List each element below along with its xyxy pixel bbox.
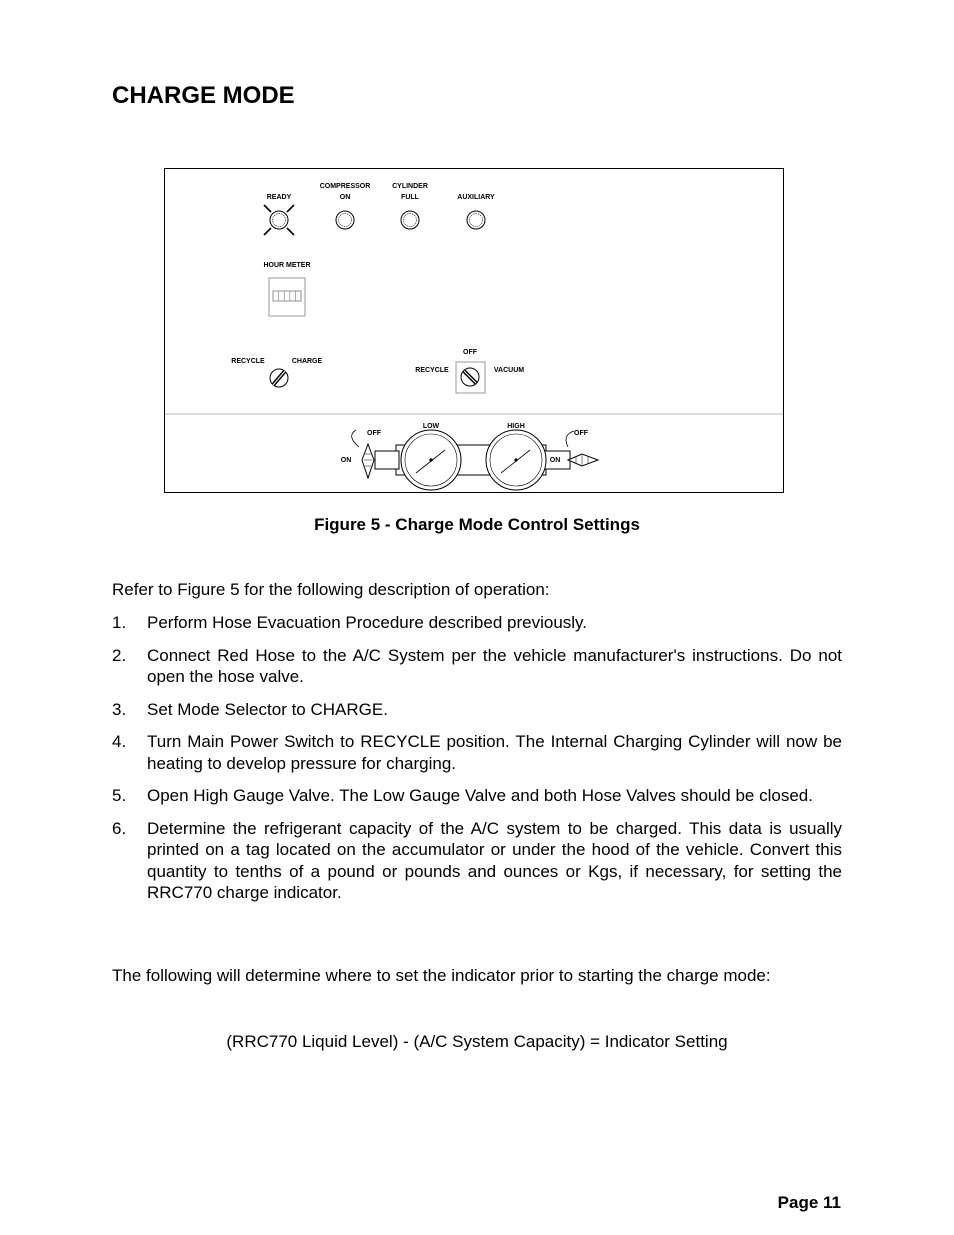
step-text: Turn Main Power Switch to RECYCLE position. The Internal Charging Cylinder will now be heating to develop pressure for charging.	[147, 732, 842, 773]
intro-text: Refer to Figure 5 for the following description of operation:	[112, 580, 550, 599]
control-panel-diagram	[164, 168, 784, 493]
hour-meter-icon	[269, 278, 305, 316]
step-number: 4.	[112, 732, 127, 751]
power-off-label: OFF	[463, 349, 477, 356]
high-pressure-gauge-icon	[486, 430, 546, 490]
list-item	[112, 731, 842, 774]
list-item	[112, 699, 842, 721]
step-number: 6.	[112, 818, 127, 838]
cylinder-label-line1: CYLINDER	[392, 183, 428, 190]
step-number: 1.	[112, 613, 127, 632]
compressor-label-line2: ON	[339, 194, 351, 201]
cylinder-label-line2: FULL	[401, 194, 419, 201]
right-valve-off-label: OFF	[574, 430, 588, 437]
list-item	[112, 612, 842, 634]
left-valve-on-label: ON	[340, 457, 352, 464]
step-text: Connect Red Hose to the A/C System per the vehicle manufacturer's instructions. Do not open the hose valve.	[147, 645, 842, 686]
step-number: 5.	[112, 786, 127, 805]
auxiliary-label: AUXILIARY	[457, 194, 495, 201]
control-panel-figure	[164, 168, 784, 493]
high-gauge-label: HIGH	[507, 423, 525, 430]
procedure-steps	[112, 612, 842, 915]
mode-recycle-label: RECYCLE	[231, 358, 265, 365]
step-number: 3.	[112, 699, 127, 719]
low-gauge-label: LOW	[422, 423, 440, 430]
step-text: Perform Hose Evacuation Procedure described previously.	[147, 613, 588, 632]
indicator-paragraph: The following will determine where to set the indicator prior to starting the charge mode:	[112, 966, 771, 985]
list-item	[112, 785, 842, 807]
step-number: 2.	[112, 645, 127, 665]
step-text: Determine the refrigerant capacity of the A/C system to be charged. This data is usually printed on a tag located on the accumulator or under the hood of the vehicle. Convert this quantity to tenths of a pound or pounds and ounces or Kgs, if necessary, for setting the RRC770 charge indicator.	[147, 818, 842, 902]
low-pressure-gauge-icon	[401, 430, 461, 490]
power-vacuum-label: VACUUM	[493, 367, 525, 374]
page-number: Page 11	[777, 1193, 841, 1212]
power-recycle-label: RECYCLE	[415, 367, 449, 374]
indicator-formula: (RRC770 Liquid Level) - (A/C System Capacity) = Indicator Setting	[226, 1032, 728, 1051]
compressor-label-line1: COMPRESSOR	[319, 183, 371, 190]
ready-label: READY	[266, 194, 292, 201]
list-item	[112, 818, 842, 904]
step-text: Set Mode Selector to CHARGE.	[147, 699, 388, 719]
page-title: CHARGE MODE	[112, 82, 295, 109]
left-valve-off-label: OFF	[367, 430, 381, 437]
power-switch-knob-icon	[456, 362, 485, 393]
hour-meter-label: HOUR METER	[263, 262, 311, 269]
figure-caption: Figure 5 - Charge Mode Control Settings	[314, 515, 640, 534]
list-item	[112, 645, 842, 688]
right-valve-on-label: ON	[549, 457, 561, 464]
mode-charge-label: CHARGE	[291, 358, 323, 365]
mode-selector-knob-icon	[270, 369, 288, 387]
step-text: Open High Gauge Valve. The Low Gauge Valve and both Hose Valves should be closed.	[147, 786, 813, 805]
